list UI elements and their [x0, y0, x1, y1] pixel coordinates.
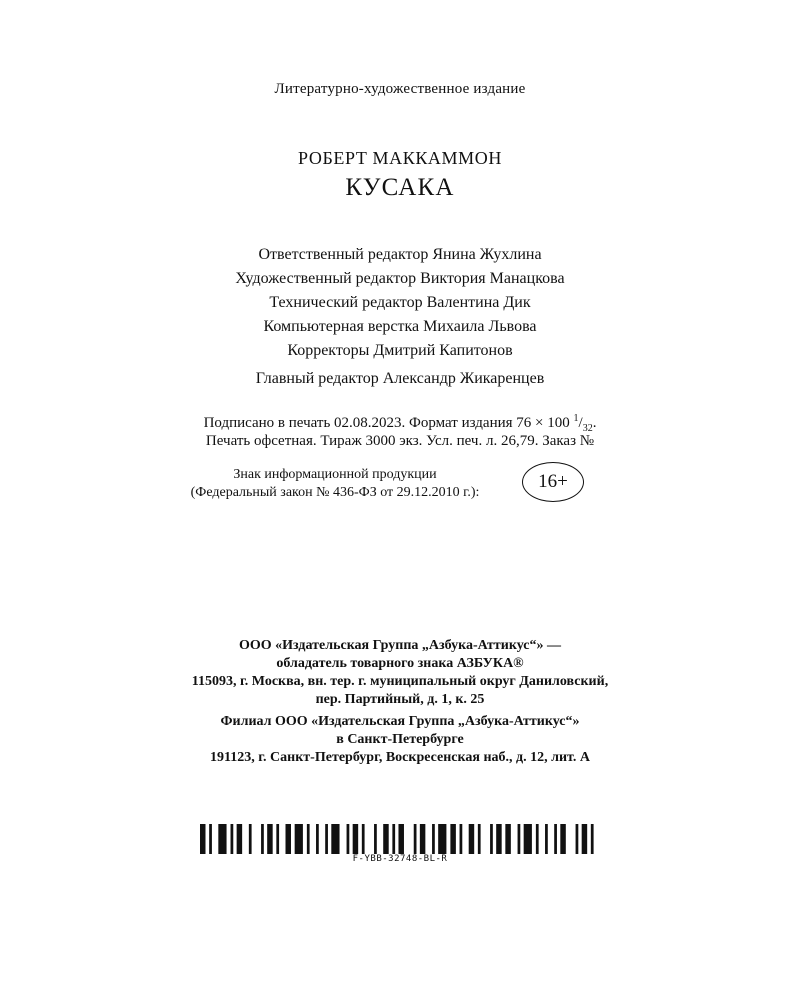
barcode-bar [582, 824, 588, 854]
age-rating-law: (Федеральный закон № 436-ФЗ от 29.12.2010 г.): [190, 485, 480, 500]
barcode-bar [524, 824, 532, 854]
publisher-line: обладатель товарного знака АЗБУКА® [276, 656, 524, 671]
barcode-bar [267, 824, 273, 854]
barcode-bar [438, 824, 446, 854]
barcode-bar [316, 824, 319, 854]
publisher-line: ООО «Издательская Группа „Азбука-Аттикус“» — [238, 638, 561, 653]
barcode-bar [490, 824, 493, 854]
barcode-bar [545, 824, 548, 854]
barcode-bar [374, 824, 377, 854]
barcode-bar [560, 824, 566, 854]
branch-line: в Санкт-Петербурге [336, 732, 464, 747]
barcode-bar [231, 824, 234, 854]
age-rating-badge: 16+ [522, 462, 584, 502]
credit-art-editor: Художественный редактор Виктория Манацкова [235, 270, 565, 287]
barcode-bar [286, 824, 292, 854]
barcode-bar [478, 824, 481, 854]
barcode-bar [450, 824, 456, 854]
barcode-bar [469, 824, 475, 854]
publisher-address: пер. Партийный, д. 1, к. 25 [315, 692, 485, 707]
barcode-bar [261, 824, 264, 854]
format-numerator: 1 [573, 413, 579, 424]
barcode-bar [276, 824, 279, 854]
barcode-bar [325, 824, 328, 854]
barcode-bar [307, 824, 310, 854]
barcode-bar [353, 824, 359, 854]
barcode-bar [200, 824, 206, 854]
credit-responsible-editor: Ответственный редактор Янина Жухлина [258, 246, 542, 263]
book-title: КУСАКА [345, 174, 455, 201]
barcode-bar [554, 824, 557, 854]
barcode-bar [218, 824, 226, 854]
publisher-address: 115093, г. Москва, вн. тер. г. муниципальный округ Даниловский, [191, 674, 609, 689]
age-rating-block [0, 462, 800, 522]
barcode-bar [331, 824, 339, 854]
barcode-bar [362, 824, 365, 854]
imprint-signed-format: Подписано в печать 02.08.2023. Формат издания 76 × 100 [203, 415, 570, 431]
barcode-code: F-YBB-32748-BL-R [352, 854, 448, 864]
barcode-bar [295, 824, 303, 854]
barcode-bar [518, 824, 521, 854]
format-denominator: 32 [582, 423, 593, 434]
barcode-bar [432, 824, 435, 854]
imprint-line-1: Подписано в печать 02.08.2023. Формат издания 76 × 100 $^1/_{32}$. [203, 413, 597, 434]
imprint-line-2: Печать офсетная. Тираж 3000 экз. Усл. печ. л. 26,79. Заказ № [205, 433, 595, 449]
barcode-bar [505, 824, 511, 854]
credit-layout: Компьютерная верстка Михаила Львова [263, 318, 537, 335]
barcode-bar [383, 824, 389, 854]
barcode-bar [209, 824, 212, 854]
barcode-bar [237, 824, 243, 854]
branch-line: Филиал ООО «Издательская Группа „Азбука-Аттикус“» [220, 714, 580, 729]
barcode-bar [420, 824, 426, 854]
barcode [200, 824, 600, 874]
barcode-bar [536, 824, 539, 854]
chief-editor: Главный редактор Александр Жикаренцев [255, 370, 545, 387]
credit-technical-editor: Технический редактор Валентина Дик [269, 294, 531, 311]
barcode-bar [347, 824, 350, 854]
age-rating-text [150, 466, 520, 502]
edition-type: Литературно-художественное издание [274, 81, 526, 97]
barcode-bars [200, 824, 600, 854]
age-rating-label: Знак информационной продукции [233, 467, 437, 482]
barcode-bar [398, 824, 404, 854]
barcode-bar [249, 824, 252, 854]
branch-address: 191123, г. Санкт-Петербург, Воскресенская наб., д. 12, лит. А [210, 750, 590, 765]
author-name: РОБЕРТ МАККАММОН [298, 148, 502, 168]
barcode-bar [591, 824, 594, 854]
barcode-bar [576, 824, 579, 854]
barcode-bar [496, 824, 502, 854]
credit-proofreaders: Корректоры Дмитрий Капитонов [287, 342, 513, 359]
barcode-bar [414, 824, 417, 854]
barcode-bar [460, 824, 463, 854]
barcode-bar [392, 824, 395, 854]
